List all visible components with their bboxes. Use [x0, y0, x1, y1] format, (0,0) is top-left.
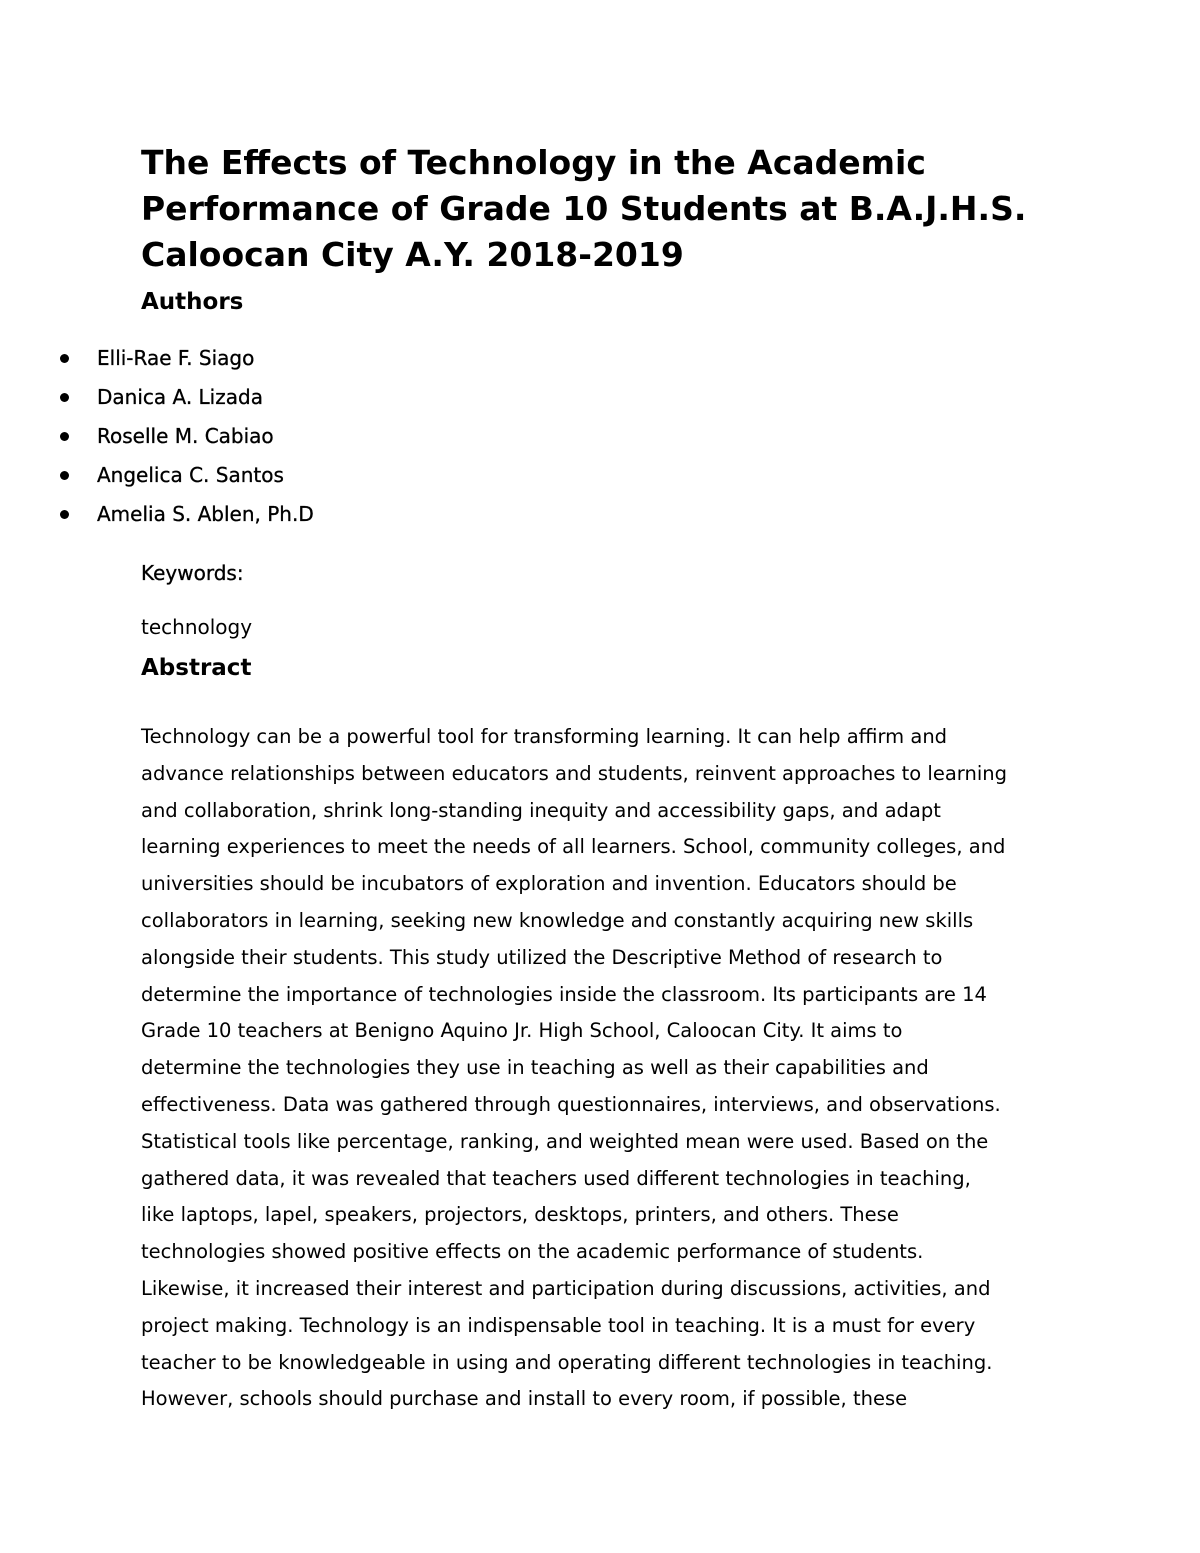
abstract-line: advance relationships between educators and students, reinvent approaches to learning — [141, 761, 1007, 785]
abstract-body — [141, 719, 1081, 1418]
keywords-value: technology — [141, 615, 253, 639]
bullet-icon — [60, 471, 69, 480]
abstract-line: learning experiences to meet the needs of all learners. School, community colleges, and — [141, 835, 1006, 859]
bullet-icon — [60, 510, 69, 519]
author-name: Elli-Rae F. Siago — [97, 346, 255, 370]
bullet-icon — [60, 393, 69, 402]
abstract-line: Grade 10 teachers at Benigno Aquino Jr. High School, Caloocan City. It aims to — [141, 1019, 903, 1043]
abstract-line: technologies showed positive effects on the academic performance of students. — [141, 1240, 924, 1264]
authors-heading: Authors — [141, 289, 244, 315]
bullet-icon — [60, 354, 69, 363]
page-title: The Effects of Technology in the Academic Performance of Grade 10 Students at B.A.J.H.S. Caloocan City A.Y. 2018-2019 — [141, 143, 1027, 274]
abstract-line: universities should be incubators of exploration and invention. Educators should be — [141, 872, 957, 896]
abstract-line: collaborators in learning, seeking new knowledge and constantly acquiring new skills — [141, 908, 974, 932]
abstract-line: However, schools should purchase and install to every room, if possible, these — [141, 1387, 908, 1411]
abstract-line: Likewise, it increased their interest and participation during discussions, activities, and — [141, 1276, 991, 1300]
keywords-label: Keywords: — [141, 561, 244, 585]
abstract-line: teacher to be knowledgeable in using and operating different technologies in teaching. — [141, 1350, 993, 1374]
author-name: Angelica C. Santos — [97, 463, 284, 487]
abstract-line: project making. Technology is an indispensable tool in teaching. It is a must for every — [141, 1313, 976, 1337]
abstract-line: Technology can be a powerful tool for transforming learning. It can help affirm and — [141, 725, 948, 748]
bullet-icon — [60, 432, 69, 441]
abstract-line: effectiveness. Data was gathered through questionnaires, interviews, and observations. — [141, 1092, 1001, 1116]
abstract-heading: Abstract — [141, 655, 252, 681]
abstract-line: determine the technologies they use in teaching as well as their capabilities and — [141, 1056, 929, 1080]
author-name: Danica A. Lizada — [97, 385, 263, 409]
abstract-line: like laptops, lapel, speakers, projectors, desktops, printers, and others. These — [141, 1203, 899, 1227]
author-name: Roselle M. Cabiao — [97, 424, 274, 448]
abstract-line: alongside their students. This study utilized the Descriptive Method of research to — [141, 945, 943, 969]
abstract-line: determine the importance of technologies inside the classroom. Its participants are 14 — [141, 982, 987, 1006]
abstract-line: gathered data, it was revealed that teachers used different technologies in teaching, — [141, 1166, 971, 1190]
abstract-line: and collaboration, shrink long-standing inequity and accessibility gaps, and adapt — [141, 798, 941, 822]
abstract-line: Statistical tools like percentage, ranking, and weighted mean were used. Based on the — [141, 1129, 989, 1153]
author-name: Amelia S. Ablen, Ph.D — [97, 502, 314, 526]
